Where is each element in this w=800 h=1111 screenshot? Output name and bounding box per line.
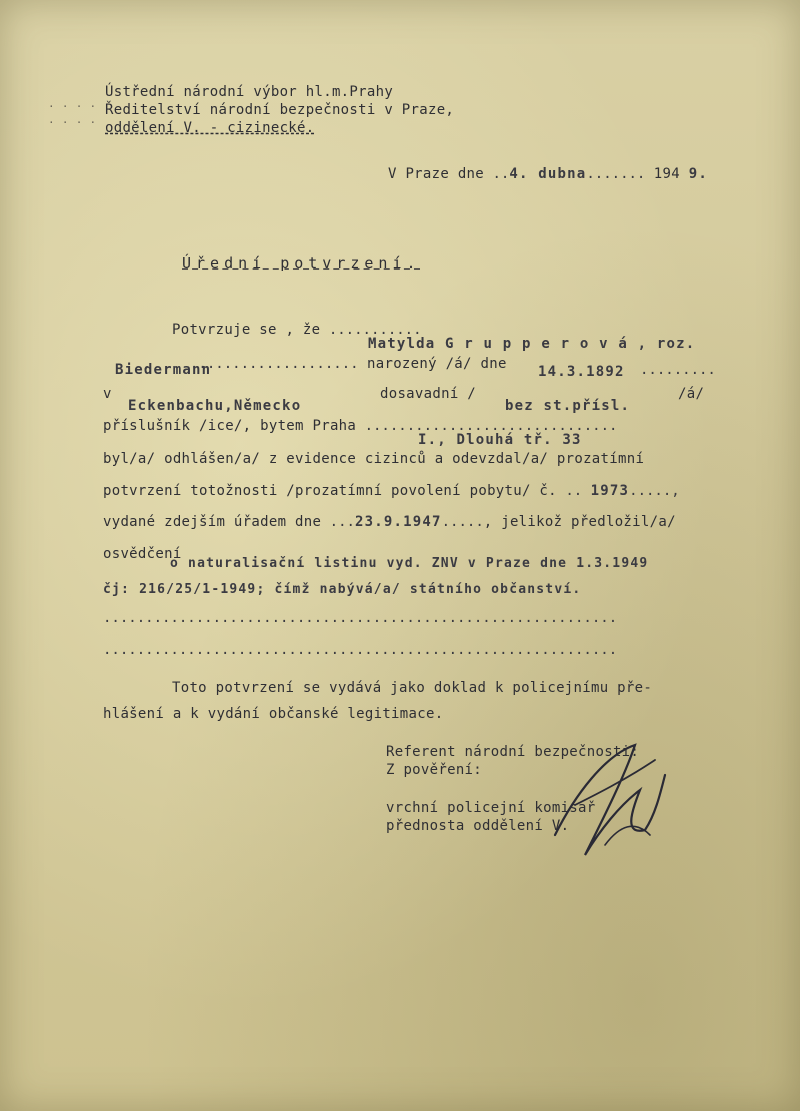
document-line: potvrzení totožnosti /prozatímní povolení pobytu/ č. .. 1973....., (103, 483, 680, 499)
date-prefix: V Praze dne (388, 166, 485, 182)
issued-label: vydané zdejším úřadem dne (103, 514, 322, 530)
handwritten-signature (545, 735, 675, 875)
address: I., Dlouhá tř. 33 (418, 432, 582, 448)
maiden-name: Biedermann (115, 362, 212, 378)
header-line-1: Ústřední národní výbor hl.m.Prahy (105, 84, 394, 100)
closing-line-1: Toto potvrzení se vydává jako doklad k policejnímu pře- (172, 680, 653, 696)
reference-line: čj: 216/25/1-1949; čímž nabývá/a/ státního občanství. (103, 582, 582, 597)
issued-date: 23.9.1947 (354, 514, 442, 530)
former-value: bez st.přísl. (505, 398, 631, 414)
signature-line-1: Referent národní bezpečnosti: (386, 744, 640, 760)
confirm-prefix: Potvrzuje se , že (172, 322, 321, 338)
header-line-3: oddělení V. - cizinecké. (105, 120, 315, 136)
filler-dots-2: ............................................................. (103, 642, 618, 658)
year-prefix: 194 (653, 166, 680, 182)
margin-mark-1: · · · · (48, 100, 97, 113)
issued-line: vydané zdejším úřadem dne ...23.9.1947....., jelikož předložil/a/ (103, 514, 676, 530)
signature-line-2: Z pověření: (386, 762, 483, 778)
resident-label: příslušník /ice/, bytem Praha (103, 418, 357, 434)
citizen-suffix: /á/ (678, 386, 705, 402)
signature-line-3: vrchní policejní komisař (386, 800, 596, 816)
resident-line: příslušník /ice/, bytem Praha .............................. (103, 418, 618, 434)
date-value: 4. dubna (509, 166, 587, 182)
place-prefix: v (103, 386, 112, 402)
confirm-line: Potvrzuje se , že ........... (172, 322, 422, 338)
filler-dots-1: ............................................................. (103, 610, 618, 626)
born-date: 14.3.1892 (538, 364, 625, 380)
deregistered-line: byl/a/ odhlášen/a/ z evidence cizinců a odevzdal/a/ prozatímní (103, 451, 645, 467)
because-label: , jelikož předložil/a/ (483, 514, 676, 530)
born-dots: ......... (640, 362, 716, 378)
document-label: potvrzení totožnosti /prozatímní povolení pobytu/ č. (103, 483, 557, 499)
signature-line-4: přednosta oddělení V. (386, 818, 570, 834)
former-label: dosavadní / (380, 386, 477, 402)
born-label: narozený /á/ dne (367, 356, 507, 372)
person-name: Matylda G r u p p e r o v á , roz. (368, 336, 696, 352)
date-line: V Praze dne ..4. dubna....... 194 9. (388, 166, 708, 182)
certificate-value: o naturalisační listinu vyd. ZNV v Praze dne 1.3.1949 (170, 556, 649, 571)
birthplace: Eckenbachu,Německo (128, 398, 302, 414)
document-number: 1973 (590, 483, 630, 499)
document-title: Úřední potvrzení. (182, 254, 421, 272)
header-line-2: Ředitelství národní bezpečnosti v Praze, (105, 102, 455, 118)
born-line: .................... narozený /á/ dne (190, 356, 507, 372)
margin-mark-2: · · · · (48, 116, 97, 129)
closing-line-2: hlášení a k vydání občanské legitimace. (103, 706, 444, 722)
year-suffix: 9. (688, 166, 708, 182)
certificate-label: osvědčení (103, 546, 182, 562)
